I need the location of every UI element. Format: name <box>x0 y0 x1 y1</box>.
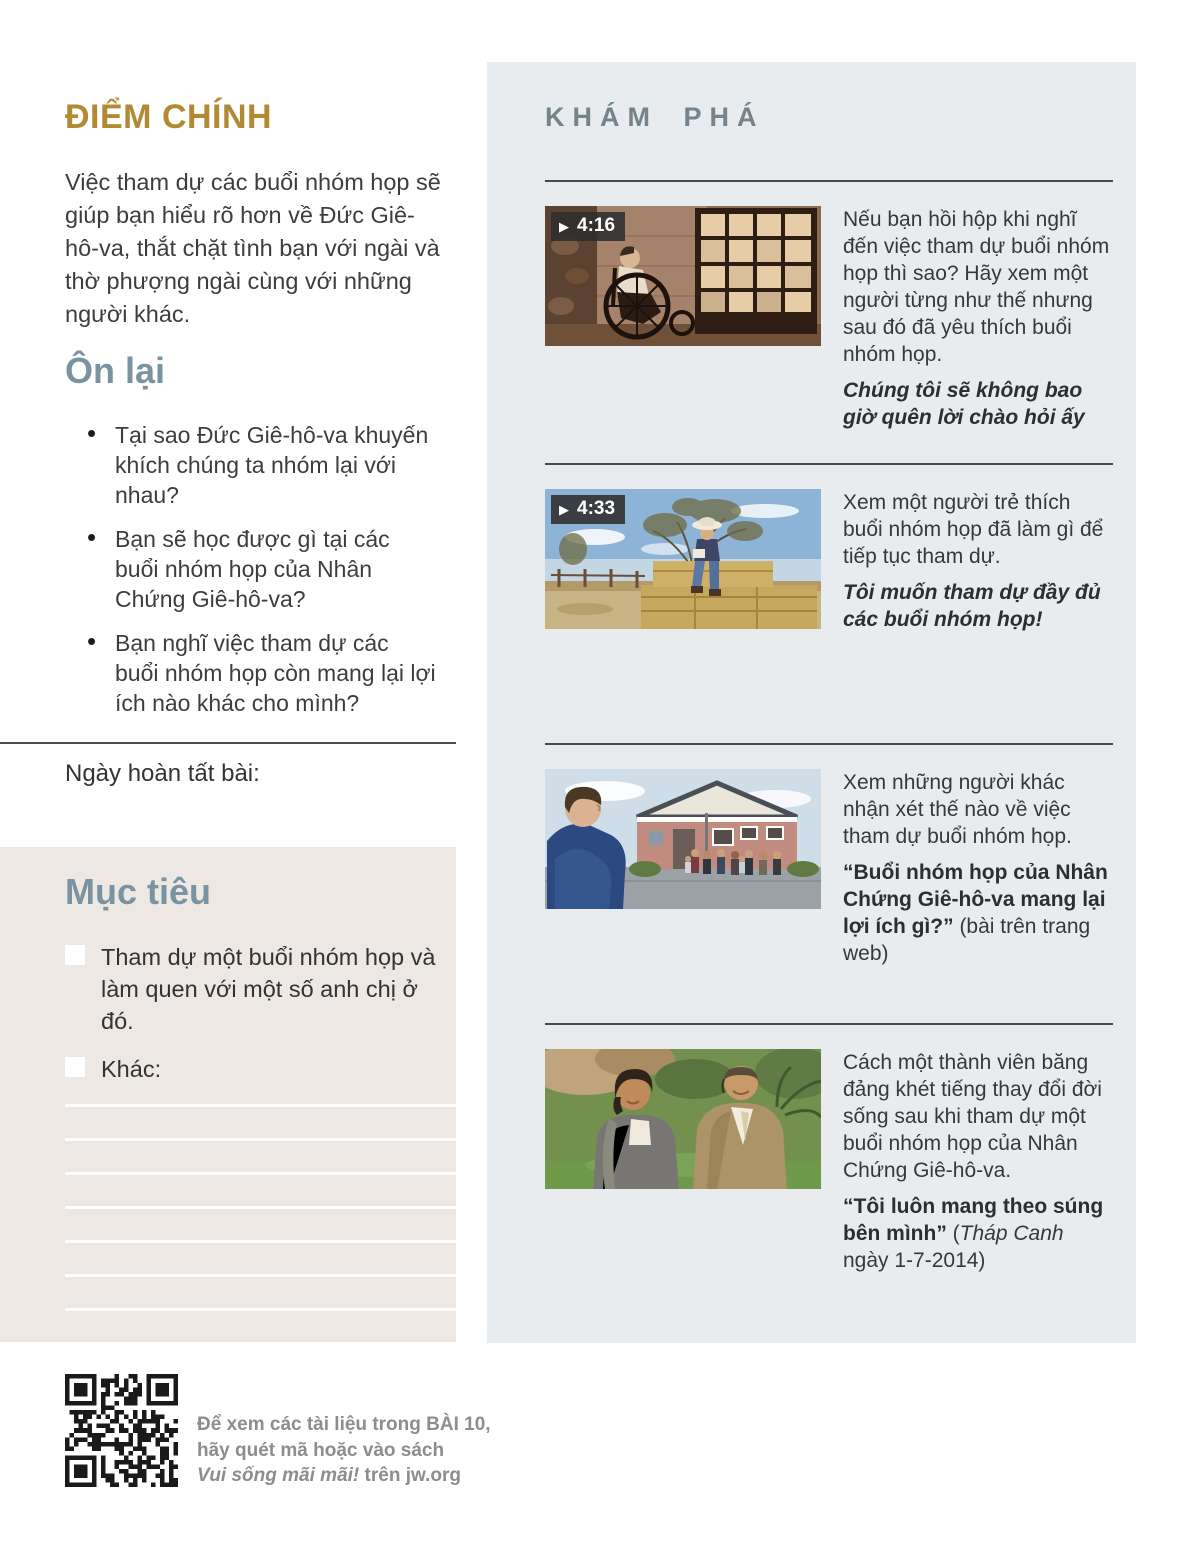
video-duration: 4:33 <box>577 498 616 519</box>
explore-item-4 <box>545 1023 1113 1274</box>
video-description: Nếu bạn hồi hộp khi nghĩ đến việc tham dự buổi nhóm họp thì sao? Hãy xem một người từng như thế nhưng sau đó đã yêu thích buổi nhóm họp. <box>843 208 1110 366</box>
qr-instructions <box>197 1412 491 1489</box>
review-question: Bạn sẽ học được gì tại các buổi nhóm họp của Nhân Chứng Giê-hô-va? <box>115 526 390 612</box>
list-item <box>65 420 437 510</box>
bullet-icon: • <box>87 418 97 448</box>
duration-badge <box>551 212 625 241</box>
video-thumbnail-hay-bales[interactable] <box>545 489 821 629</box>
qr-code <box>65 1374 178 1487</box>
review-question: Tại sao Đức Giê-hô-va khuyến khích chúng ta nhóm lại với nhau? <box>115 422 429 508</box>
video-thumbnail-wheelchair[interactable] <box>545 206 821 346</box>
article-description: Cách một thành viên băng đảng khét tiếng thay đổi đời sống sau khi tham dự một buổi nhóm họp của Nhân Chứng Giê-hô-va. <box>843 1051 1102 1182</box>
qr-instructions-rest: trên jw.org <box>359 1465 461 1486</box>
article-description: Xem những người khác nhận xét thế nào về việc tham dự buổi nhóm họp. <box>843 771 1072 848</box>
explore-item-3 <box>545 743 1113 967</box>
note-prefix: ( <box>946 1222 960 1245</box>
list-item <box>65 524 437 614</box>
video-title-quote: Chúng tôi sẽ không bao giờ quên lời chào hỏi ấy <box>843 379 1085 429</box>
play-icon: ▶ <box>559 501 569 517</box>
explore-panel <box>487 62 1136 1343</box>
main-points-paragraph: Việc tham dự các buổi nhóm họp sẽ giúp bạn hiểu rõ hơn về Đức Giê-hô-va, thắt chặt tình bạn với ngài và thờ phượng ngài cùng với những người khác. <box>65 169 441 327</box>
goal-writing-line <box>65 1308 456 1311</box>
article-thumbnail-couple[interactable] <box>545 1049 821 1189</box>
video-title-quote: Tôi muốn tham dự đầy đủ các buổi nhóm họp! <box>843 581 1101 631</box>
goal-option-label: Tham dự một buổi nhóm họp và làm quen với một số anh chị ở đó. <box>101 944 436 1034</box>
article-title-quote: “Tôi luôn mang theo súng bên mình” <box>843 1195 1104 1245</box>
completion-date-label: Ngày hoàn tất bài: <box>65 760 260 787</box>
list-item <box>65 628 437 718</box>
review-question-list <box>65 420 437 732</box>
goal-writing-line <box>65 1138 456 1141</box>
book-title: Vui sống mãi mãi! <box>197 1465 360 1486</box>
goal-heading: Mục tiêu <box>65 871 212 912</box>
goal-option-row <box>65 1053 441 1085</box>
review-heading: Ôn lại <box>65 350 166 391</box>
video-duration: 4:16 <box>577 215 616 236</box>
goal-checkbox-2[interactable] <box>65 1057 85 1077</box>
explore-item-1 <box>545 180 1113 431</box>
goal-writing-line <box>65 1172 456 1175</box>
explore-item-2 <box>545 463 1113 633</box>
kingdom-hall-scene-illustration <box>545 769 821 909</box>
article-thumbnail-kingdom-hall[interactable] <box>545 769 821 909</box>
article-title <box>843 1193 1113 1274</box>
goal-option-label: Khác: <box>101 1056 162 1082</box>
magazine-title: Tháp Canh <box>959 1222 1064 1245</box>
bullet-icon: • <box>87 626 97 656</box>
main-points-heading: ĐIỂM CHÍNH <box>65 98 273 136</box>
explore-heading: KHÁM PHÁ <box>545 102 765 132</box>
play-icon: ▶ <box>559 218 569 234</box>
qr-instructions-line: Để xem các tài liệu trong BÀI 10, <box>197 1414 491 1435</box>
goal-writing-line <box>65 1104 456 1107</box>
goal-writing-line <box>65 1240 456 1243</box>
couple-outdoors-illustration <box>545 1049 821 1189</box>
explore-item-text <box>843 489 1113 633</box>
review-question: Bạn nghĩ việc tham dự các buổi nhóm họp còn mang lại lợi ích nào khác cho mình? <box>115 630 436 716</box>
goal-writing-line <box>65 1206 456 1209</box>
duration-badge <box>551 495 625 524</box>
article-title-quote: “Buổi nhóm họp của Nhân Chứng Giê-hô-va mang lại lợi ích gì?” <box>843 861 1108 938</box>
video-description: Xem một người trẻ thích buổi nhóm họp đã làm gì để tiếp tục tham dự. <box>843 491 1104 568</box>
explore-item-text <box>843 206 1113 431</box>
explore-item-text <box>843 1049 1113 1274</box>
goal-section <box>0 847 456 1342</box>
goal-checkbox-1[interactable] <box>65 945 85 965</box>
note-suffix: ngày 1-7-2014) <box>843 1249 986 1272</box>
qr-instructions-line <box>197 1463 491 1489</box>
divider <box>0 742 456 744</box>
goal-option-row <box>65 941 441 1037</box>
qr-instructions-line: hãy quét mã hoặc vào sách <box>197 1439 445 1461</box>
bullet-icon: • <box>87 522 97 552</box>
goal-writing-line <box>65 1274 456 1277</box>
explore-item-text <box>843 769 1113 967</box>
article-title <box>843 859 1113 967</box>
article-source-note: (bài trên trang web) <box>843 915 1091 965</box>
